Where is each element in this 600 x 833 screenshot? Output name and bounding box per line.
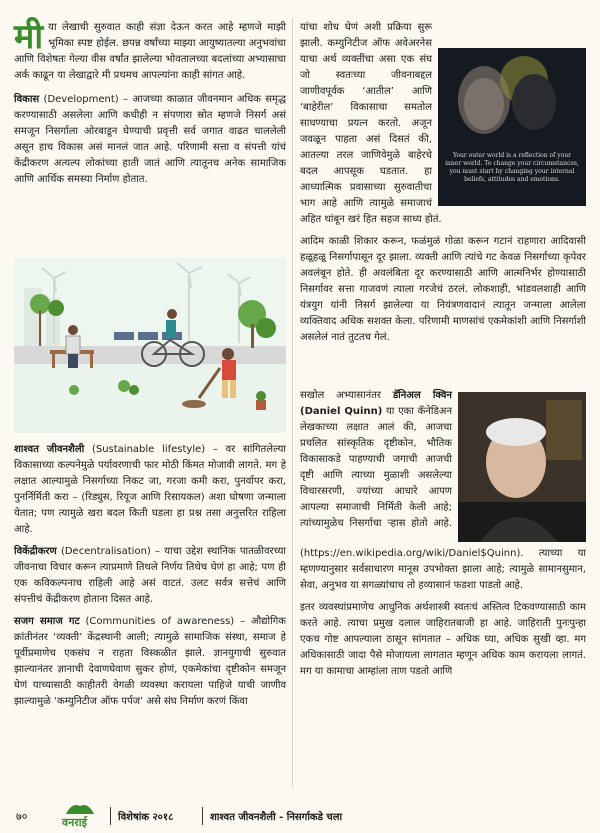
right-column-bottom xyxy=(300,388,586,680)
itar-paragraph: इतर व्यवस्थांप्रमाणेच आधुनिक अर्थशास्त्री स्वतःचं अस्तित्व टिकवण्यासाठी काम करते आहे. त्याचा प्रमुख दलाल जाहिरातबाजी हा आहे. जाहिराती पुनःपुन्हा एकच गोष्ट आपल्याला ठासून सांगतात – अधिक घ्या, अधिक सुखी व्हा. मग अधिकासाठी जादा पैसे मोजायला लागतात म्हणून अधिक काम करायला लागतं. मग या कामाचा आम्हांला ताण पडतो आणि xyxy=(300,602,586,677)
vikas-paragraph: विकास (Development) – आजच्या काळात जीवनमान अधिक समृद्ध करण्यासाठी असलेला आणि कधीही न संपणारा स्रोत म्हणजे निसर्ग असं समजून निसर्गाला ओरबाडून घेण्याची प्रवृत्ती सर्व जगात वाढत चाललेली असून हाच विकास असं मानलं जात आहे. परिणामी सत्ता व संपत्ती यांचं केंद्रीकरण अत्यल्प लोकांच्या हाती जातं आणि त्यातूनच अनेक सामाजिक आणि आर्थिक समस्या निर्माण होतात. xyxy=(14,94,286,185)
intro-paragraph: मी या लेखाची सुरुवात काही संज्ञा देऊन करत आहे म्हणजे माझी भूमिका स्पष्ट होईल. छपन्न वर्षांच्या माझ्या आयुष्यातल्या अनुभवांचा आणि विशेषतः गेल्या वीस वर्षांत झालेल्या भोवतालच्या बदलांच्या अभ्यासाचा अर्क काढून या लेखाद्वारे मी प्रथमच आपल्यांना काही सांगत आहे. xyxy=(14,17,286,81)
issue-label: विशेषांक २०१८ xyxy=(118,812,174,823)
sajag-paragraph: सजग समाज गट (Communities of awareness) – औद्योगिक क्रांतीनंतर ‘व्यक्ती’ केंद्रस्थानी आली; त्यामुळे सामाजिक संस्था, समाज हे पूर्वीप्रमाणेच एकसंघ न राहता विस्कळीत झाले. ज्ञानयुगाची सुरुवात झाल्यानंतर ज्ञानाची देवाणघेवाण सुकर होणं, एकमेकांचा दृष्टीकोन समजून घेणं याच्यासाठी काहीतरी वेगळी व्यवस्था करायला पाहिजे याची जाणीव झाल्यामुळे ‘कम्युनिटीज ऑफ पर्पज’ असे संघ निर्माण करणं किंवा xyxy=(14,616,286,707)
left-column-bottom xyxy=(14,442,286,710)
quote-text: Your outer world is a reflection of your inner world. To change your circumstances, you must start by changing your internal beliefs, attitudes and emotions. xyxy=(445,152,579,183)
sustainable-lifestyle-illustration xyxy=(14,258,286,433)
sajag-heading: सजग समाज गट xyxy=(14,616,80,627)
footer-divider xyxy=(110,807,111,825)
right-column-top xyxy=(300,20,586,346)
vikendri-paragraph: विकेंद्रीकरण (Decentralisation) – याचा उद्देश स्थानिक पातळीवरच्या जीवनाचा विचार करून त्याप्रमाणे तिथले निर्णय तिथेच घेणं हा आहे; पण ही एक कविकल्पनाच राहिली आहे असं वाटतं. उलट सर्वत्र सत्तेचं आणि संपत्तीचं केंद्रीकरण होताना दिसत आहे. xyxy=(14,546,286,605)
adim-paragraph: आदिम काळी शिकार करून, फळंमुळं गोळा करून गटानं राहणारा आदिवासी हळूहळू निसर्गापासून दूर झाला. व्यक्ती आणि त्यांचे गट केवळ निसर्गाच्या कृपेवर अवलंबून होते. ही अवलंबिता दूर करण्यासाठी आणि आत्मनिर्भर होण्यासाठी निसर्गावर सत्ता गाजवणं त्याला गरजेचं ठरलं. लोकशाही, भांडवलशाही आणि यंत्रयुग यांनी निसर्ग झालेल्या या नियंत्रणवादानं त्यातून जन्माला आलेला व्यक्तिवाद अधिक सशक्त केला. परिणामी माणसांचं एकमेकांशी आणि निसर्गाशी असलेलं नातं तुटतच गेलं. xyxy=(300,236,586,343)
left-column-top xyxy=(14,17,286,188)
footer-divider-2 xyxy=(202,807,203,825)
footer-title: शाश्वत जीवनशैली - निसर्गाकडे चला xyxy=(210,812,343,823)
daniel-quinn-name: डॅनिअल क्विन (Daniel Quinn) xyxy=(300,390,452,417)
vikas-heading: विकास xyxy=(14,94,40,105)
shashwat-paragraph: शाश्वत जीवनशैली (Sustainable lifestyle) – वर सांगितलेल्या विकासाच्या कल्पनेमुळे पर्यावरणाची फार मोठी किंमत मोजावी लागते. मग हे लक्षात आल्यामुळे निसर्गाच्या निकट जा, गरजा कमी करा, पुनर्वापर करा, पुनर्निर्मिती करा – (रिड्युस, रियूज आणि रिसायकल) अशा घोषणा जन्माला येतात; पण त्यामुळे खरा बदल किती घडला हा प्रश्न तसा अनुत्तरित राहिला आहे. xyxy=(14,444,286,535)
page-footer xyxy=(0,798,600,833)
column-divider xyxy=(292,18,293,788)
vanrai-logo: वनराई xyxy=(62,816,87,829)
col2-top-paragraph: यांचा शोध घेणं अशी प्रक्रिया सुरू झाली. कम्युनिटीज ऑफ अवेअरनेस याचा अर्थ व्यक्तींचा असा एक संघ जो स्वतःच्या जीवनाबद्दल जाणीवपूर्वक ‘आतील’ आणि ‘बाहेरील’ विकासाचा समतोल साधण्याचा प्रयत्न करतो. अजून जवळून पाहता असं दिसतं की, आतल्या तरल जाणिवेमुळे बाहेरचे बदल आपसूक घडतात. हा आध्यात्मिक प्रवासाच्या सुरुवातीचा भाग आहे आणि त्यामुळे समाजाचं अहित थांबून खरं हित सहज साध्य होतं. xyxy=(300,22,442,225)
page-number: ७० xyxy=(16,810,28,823)
daniel-quinn-photo xyxy=(458,392,586,542)
dropcap: मी xyxy=(14,17,44,57)
quote-image xyxy=(438,48,586,206)
quinn-paragraph: सखोल अभ्यासानंतर डॅनिअल क्विन (Daniel Quinn) या एका कॅनेडिअन लेखकाच्या लक्षात आलं की, आजचा प्रचलित सांस्कृतिक दृष्टीकोन, भौतिक विकासाकडे पाहण्याची जगाची आजची दृष्टी आणि त्याच्या मुळाशी असलेल्या विचारसरणी, ज्यांच्या आधारे आपण आपल्या समाजाची निर्मिती केली आहे; त्यांच्यामुळेच निसर्गाचा ऱ्हास होतो आहे. (https://en.wikipedia.org/wiki/Daniel$Quinn). त्याच्या या म्हणण्यानुसार सर्वसाधारण मानूस उपभोक्ता झाला आहे; त्यामुळे सामानसुमान, सेवा, अनुभव या सगळ्यांचाच तो हव्यासानं फडशा पाडतो आहे. xyxy=(300,390,586,591)
vikendri-heading: विकेंद्रीकरण xyxy=(14,546,57,557)
shashwat-heading: शाश्वत जीवनशैली xyxy=(14,444,85,455)
